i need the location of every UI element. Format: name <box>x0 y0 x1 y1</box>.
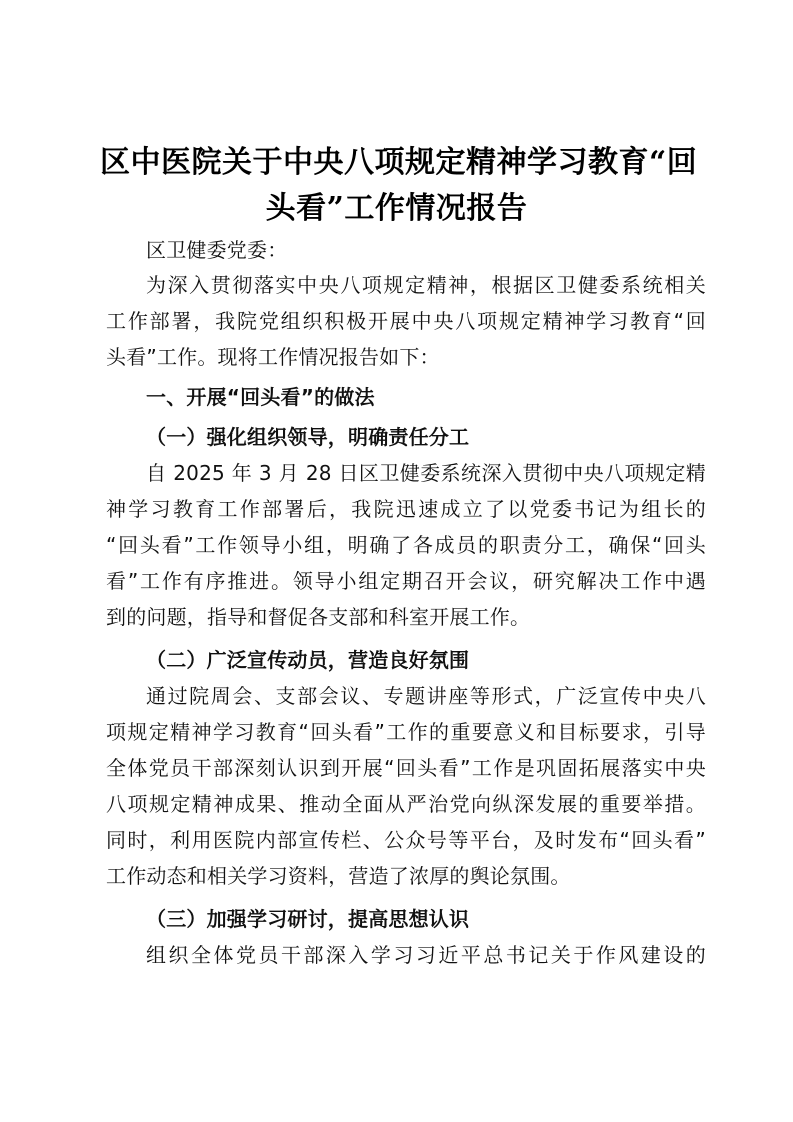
paragraph-line: 自 2025 年 3 月 28 日区卫健委系统深入贯彻中央八项规定精 <box>146 461 706 485</box>
subsection-heading-text: （二）广泛宣传动员，营造良好氛围 <box>146 648 470 672</box>
salutation: 区卫健委党委： <box>146 238 288 262</box>
intro-line: 头看”工作。现将工作情况报告如下： <box>106 345 440 369</box>
subsection-heading <box>146 423 746 451</box>
section-heading: 一、开展“回头看”的做法 <box>146 385 375 409</box>
paragraph-line: 工作动态和相关学习资料，营造了浓厚的舆论氛围。 <box>106 864 571 888</box>
subsection-heading-text: （一）强化组织领导，明确责任分工 <box>146 425 470 449</box>
paragraph-line: 通过院周会、支部会议、专题讲座等形式，广泛宣传中央八 <box>146 684 706 708</box>
subsection-heading-text: （三）加强学习研讨，提高思想认识 <box>146 907 470 931</box>
paragraph-line: 到的问题，指导和督促各支部和科室开展工作。 <box>106 605 531 629</box>
paragraph-line: 项规定精神学习教育“回头看”工作的重要意义和目标要求，引导 <box>106 720 706 744</box>
intro-line: 为深入贯彻落实中央八项规定精神，根据区卫健委系统相关 <box>146 273 706 297</box>
subsection-heading <box>146 646 746 674</box>
paragraph-line: 同时，利用医院内部宣传栏、公众号等平台，及时发布“回头看” <box>106 828 706 852</box>
paragraph-line: 八项规定精神成果、推动全面从严治党向纵深发展的重要举措。 <box>106 792 706 816</box>
paragraph-line: 看”工作有序推进。领导小组定期召开会议，研究解决工作中遇 <box>106 569 706 593</box>
paragraph-line: 神学习教育工作部署后，我院迅速成立了以党委书记为组长的 <box>106 497 706 521</box>
subsection-heading <box>146 905 746 933</box>
intro-line: 工作部署，我院党组织积极开展中央八项规定精神学习教育“回 <box>106 309 706 333</box>
document-title-line-2: 头看”工作情况报告 <box>265 191 528 226</box>
paragraph-line: “回头看”工作领导小组，明确了各成员的职责分工，确保“回头 <box>106 533 706 557</box>
paragraph-line: 组织全体党员干部深入学习习近平总书记关于作风建设的 <box>146 943 706 967</box>
paragraph-line: 全体党员干部深刻认识到开展“回头看”工作是巩固拓展落实中央 <box>106 756 706 780</box>
document-title-line-1: 区中医院关于中央八项规定精神学习教育“回 <box>100 145 698 180</box>
